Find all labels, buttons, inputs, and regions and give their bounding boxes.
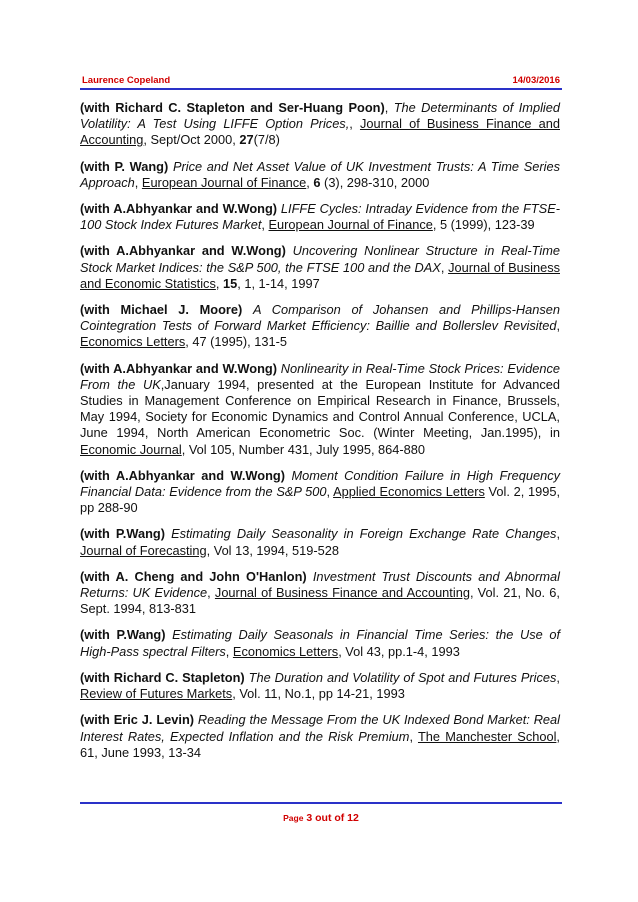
entry-authors: (with Richard C. Stapleton and Ser-Huang Poon) — [80, 100, 385, 115]
entry-details: , — [306, 174, 314, 190]
entry-authors: (with A. Cheng and John O'Hanlon) — [80, 568, 307, 584]
entry-details: , Vol 43, pp.1-4, 1993 — [338, 643, 460, 659]
entry-journal-separator: , — [556, 669, 560, 685]
entry-journal-separator: , — [134, 174, 142, 190]
entry-journal-separator: , — [207, 585, 215, 601]
entry-title: The Determinants of Implied Volatility: A Test Using LIFFE Option Prices, — [80, 100, 560, 132]
entry-separator — [286, 243, 293, 258]
entry-journal-separator: , — [440, 259, 449, 275]
entry-authors: (with A.Abhyankar and W.Wong) — [80, 467, 285, 483]
publication-entry — [80, 526, 560, 558]
entry-journal: Journal of Business Finance and Accounting — [80, 116, 560, 148]
publication-entry — [80, 670, 560, 702]
footer-rule — [80, 802, 562, 804]
header-rule — [80, 88, 562, 90]
entry-journal: Journal of Business Finance and Accounting — [214, 585, 470, 601]
entry-authors: (with Richard C. Stapleton) — [80, 669, 245, 685]
entry-issue: , 1, 1-14, 1997 — [237, 275, 320, 291]
entry-title: Price and Net Asset Value of UK Investment Trusts: A Time Series Approach — [80, 158, 560, 190]
entry-title: A Comparison of Johansen and Phillips-Hansen Cointegration Tests of Forward Market Efficiency: Baillie and Bollerslev Revisited — [80, 302, 561, 334]
entry-journal-separator: , — [556, 318, 560, 334]
publication-entry — [80, 302, 560, 351]
publication-entry — [80, 201, 560, 233]
entry-journal: Journal of Business and Economic Statistics — [80, 259, 560, 291]
entry-journal: The Manchester School — [417, 728, 557, 744]
publication-entry — [80, 361, 560, 458]
entry-title: Uncovering Nonlinear Structure in Real-Time Stock Market Indices: the S&P 500, the FTSE 100 and the DAX — [80, 243, 560, 275]
page-footer — [80, 812, 562, 824]
entry-title: Reading the Message From the UK Indexed Bond Market: Real Interest Rates, Expected Inflation and the Risk Premium — [80, 712, 561, 744]
entry-authors: (with P. Wang) — [80, 158, 169, 174]
entry-details: , Vol. 21, No. 6, Sept. 1994, 813-831 — [80, 585, 560, 617]
entry-volume: 27 — [239, 132, 254, 148]
entry-details: , Vol 105, Number 431, July 1995, 864-880 — [181, 441, 426, 457]
publication-entry — [80, 468, 560, 517]
entry-authors: (with P.Wang) — [80, 526, 165, 542]
entry-journal: Applied Economics Letters — [333, 484, 485, 500]
entry-journal: Economics Letters — [232, 643, 339, 659]
entry-authors: (with Michael J. Moore) — [80, 302, 243, 318]
entry-authors: (with Eric J. Levin) — [80, 712, 195, 728]
entry-journal-separator: , — [349, 116, 360, 132]
entry-authors: (with A.Abhyankar and W.Wong) — [80, 201, 278, 217]
entry-journal: Economic Journal — [80, 441, 182, 457]
entry-details: , — [215, 275, 223, 291]
page-header — [80, 75, 560, 87]
entry-details: , Vol. 11, No.1, pp 14-21, 1993 — [232, 686, 405, 702]
header-date: 14/03/2016 — [512, 75, 560, 86]
entry-details: Vol. 2, 1995, pp 288-90 — [80, 484, 560, 516]
entry-title: Nonlinearity in Real-Time Stock Prices: Evidence From the UK — [80, 360, 560, 392]
publication-entry — [80, 627, 560, 659]
entry-journal-separator: , — [261, 217, 269, 233]
entry-details: , 61, June 1993, 13-34 — [80, 728, 560, 760]
entry-journal-separator: , — [326, 484, 334, 500]
publication-entry — [80, 100, 560, 149]
entry-journal: European Journal of Finance — [141, 174, 307, 190]
entry-journal-separator: , — [225, 643, 233, 659]
publication-entry — [80, 243, 560, 292]
entry-issue: (7/8) — [253, 132, 280, 148]
header-author: Laurence Copeland — [82, 75, 171, 86]
footer-page-word: Page — [283, 813, 304, 823]
entry-title: Estimating Daily Seasonality in Foreign Exchange Rate Changes — [171, 526, 557, 542]
entry-authors: (with A.Abhyankar and W.Wong) — [80, 360, 277, 376]
entry-separator — [242, 302, 253, 317]
entry-title: Estimating Daily Seasonals in Financial Time Series: the Use of High-Pass spectral Filters — [80, 627, 560, 659]
entry-authors: (with A.Abhyankar and W.Wong) — [80, 243, 286, 259]
entry-title: The Duration and Volatility of Spot and Futures Prices — [248, 669, 557, 685]
entry-journal: Economics Letters — [80, 334, 186, 350]
publication-entry — [80, 159, 560, 191]
entry-journal-separator: , — [556, 526, 560, 542]
entry-details: , 47 (1995), 131-5 — [185, 334, 287, 350]
entry-authors: (with P.Wang) — [80, 627, 166, 643]
entry-separator: , — [384, 100, 394, 115]
footer-page-count: 3 out of 12 — [306, 812, 359, 824]
entry-issue: (3), 298-310, 2000 — [320, 174, 430, 190]
entry-title: LIFFE Cycles: Intraday Evidence from the FTSE-100 Stock Index Futures Market — [80, 201, 560, 233]
entry-journal: Journal of Forecasting — [80, 542, 207, 558]
entry-journal: Review of Futures Markets — [80, 686, 233, 702]
entry-volume: 15 — [222, 275, 238, 291]
publication-list — [80, 100, 560, 771]
entry-presentation-note: ,January 1994, presented at the European Institute for Advanced Studies in Management Conference on Empirical Research in Finance, Brussels, May 1994, Society for Economic Dynamics and Control Annual Conference, UCLA, June 1994, North American Econometric Soc. (Winter Meeting, Jan.1995), in — [80, 376, 560, 441]
entry-title: Moment Condition Failure in High Frequency Financial Data: Evidence from the S&P 500 — [80, 467, 560, 500]
entry-details: , 5 (1999), 123-39 — [432, 217, 535, 233]
entry-volume: 6 — [313, 174, 321, 190]
entry-journal-separator: , — [409, 728, 418, 744]
publication-entry — [80, 712, 560, 761]
entry-title: Investment Trust Discounts and Abnormal Returns: UK Evidence — [80, 568, 561, 601]
entry-journal: European Journal of Finance — [268, 217, 433, 233]
entry-details: , Sept/Oct 2000, — [143, 132, 240, 148]
entry-details: , Vol 13, 1994, 519-528 — [206, 542, 339, 558]
publication-entry — [80, 569, 560, 618]
